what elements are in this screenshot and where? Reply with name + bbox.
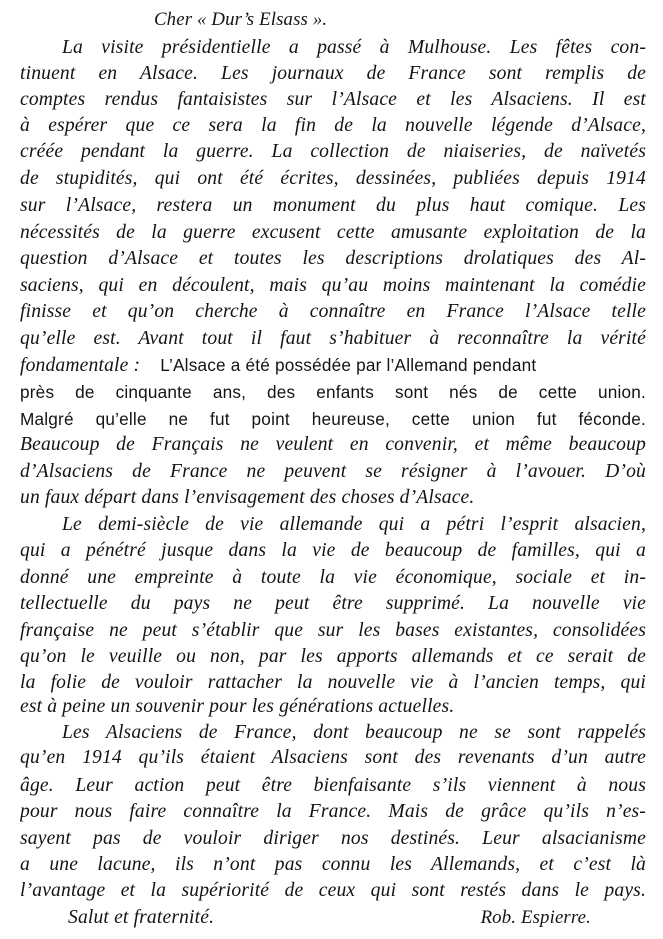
paragraph-1-line-5: créée pendant la guerre. La collection de niaiseries, de naïvetés [20,141,646,162]
paragraph-2-line-1: Le demi-siècle de vie allemande qui a pétri l’esprit alsacien, [62,514,646,535]
fundamental-truth-text: L’Alsace a été possédée par l’Allemand pendant [160,355,537,375]
paragraph-1-line-16: Beaucoup de Français ne veulent en convenir, et même beaucoup [20,434,646,455]
paragraph-1-line-14: près de cinquante ans, des enfants sont nés de cette union. [20,382,646,402]
paragraph-3-line-7: l’avantage et la supériorité de ceux qui sont restés dans le pays. [20,880,646,901]
paragraph-1-line-4: à espérer que ce sera la fin de la nouvelle légende d’Alsace, [20,115,646,136]
paragraph-1-line-17: d’Alsaciens de France ne peuvent se résigner à l’avouer. D’où [20,461,646,482]
paragraph-2-line-3: donné une empreinte à toute la vie économique, sociale et in- [20,567,646,588]
emphasis-label: fondamentale : [20,355,141,376]
paragraph-2-line-8: est à peine un souvenir pour les générations actuelles. [20,696,455,717]
paragraph-3-line-2: qu’en 1914 qu’ils étaient Alsaciens sont des revenants d’un autre [20,747,646,768]
signature: Rob. Espierre. [480,907,591,928]
paragraph-1-line-9: question d’Alsace et toutes les descriptions drolatiques des Al- [20,248,646,269]
paragraph-3-line-4: pour nous faire connaître la France. Mais de grâce qu’ils n’es- [20,801,646,822]
paragraph-1-line-11: finisse et qu’on cherche à connaître en France l’Alsace telle [20,301,646,322]
paragraph-3-line-6: a une lacune, ils n’ont pas connu les Allemands, et c’est là [20,854,646,875]
paragraph-3-line-1: Les Alsaciens de France, dont beaucoup ne se sont rappelés [62,722,646,743]
paragraph-1-line-1: La visite présidentielle a passé à Mulhouse. Les fêtes con- [62,37,646,58]
paragraph-2-line-4: tellectuelle du pays ne peut être supprimé. La nouvelle vie [20,593,646,614]
closing-salutation: Salut et fraternité. [68,907,215,928]
paragraph-3-line-3: âge. Leur action peut être bienfaisante s’ils viennent à nous [20,775,646,796]
paragraph-2-line-6: qu’on le veuille ou non, par les apports allemands et ce serait de [20,646,646,667]
paragraph-1-line-8: nécessités de la guerre excusent cette amusante exploitation de la [20,222,646,243]
paragraph-1-line-18: un faux départ dans l’envisagement des choses d’Alsace. [20,487,475,508]
paragraph-1-line-15: Malgré qu’elle ne fut point heureuse, cette union fut féconde. [20,409,646,429]
paragraph-1-line-12: qu’elle est. Avant tout il faut s’habituer à reconnaître la vérité [20,328,646,349]
paragraph-2-line-7: la folie de vouloir rattacher la nouvelle vie à l’ancien temps, qui [20,672,646,693]
paragraph-1-line-10: saciens, qui en découlent, mais qu’au moins maintenant la comédie [20,275,646,296]
paragraph-2-line-2: qui a pénétré jusque dans la vie de beaucoup de familles, qui a [20,540,646,561]
paragraph-1-line-13 [20,352,646,378]
letter-greeting: Cher « Dur’s Elsass ». [154,9,328,30]
paragraph-1-line-3: comptes rendus fantaisistes sur l’Alsace et les Alsaciens. Il est [20,89,646,110]
paragraph-3-line-5: sayent pas de vouloir diriger nos destinés. Leur alsacianisme [20,828,646,849]
paragraph-1-line-6: de stupidités, qui ont été écrites, dessinées, publiées depuis 1914 [20,168,646,189]
paragraph-1-line-7: sur l’Alsace, restera un monument du plus haut comique. Les [20,195,646,216]
paragraph-1-line-2: tinuent en Alsace. Les journaux de France sont remplis de [20,63,646,84]
paragraph-2-line-5: française ne peut s’établir que sur les bases existantes, consolidées [20,620,646,641]
